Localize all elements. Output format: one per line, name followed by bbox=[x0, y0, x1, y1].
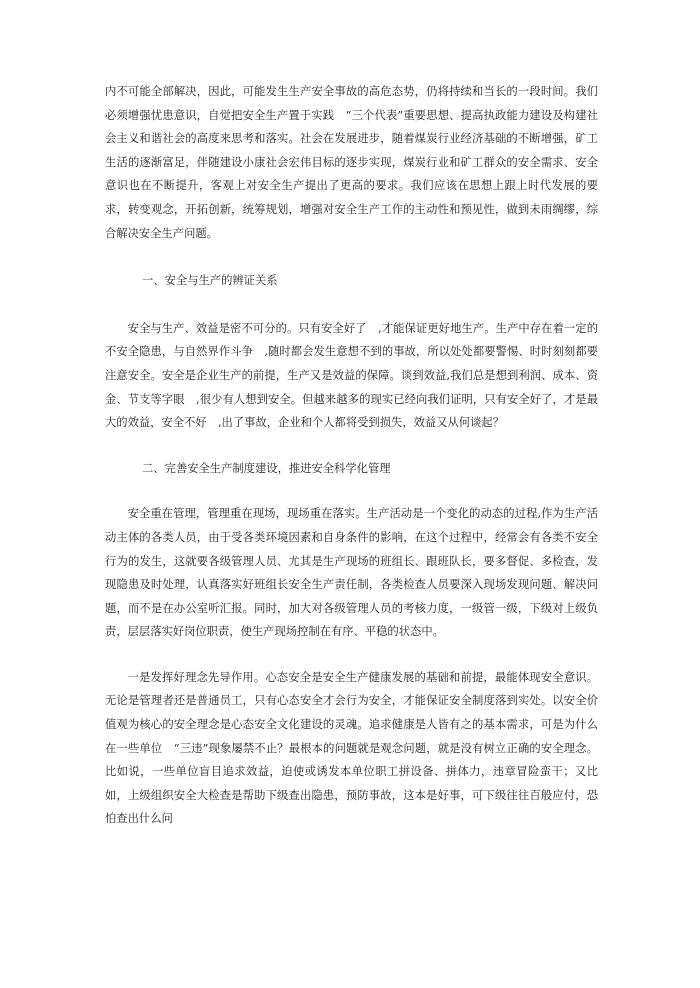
spacer bbox=[105, 293, 598, 317]
spacer bbox=[105, 644, 598, 666]
paragraph-safety-production: 安全与生产、效益是密不可分的。只有安全好了 ,才能保证更好地生产。生产中存在着一定的不安全隐患，与自然界作斗争 ,随时都会发生意想不到的事故，所以处处都要警惕、时时刻刻都要注意安全。安全是企业生产的前提，生产又是效益的保障。谈到效益,我们总是想到利润、成本、资金、节支等字眼 ,很少有人想到安全。但越来越多的现实已经向我们证明，只有安全好了，才是最大的效益，安全不好 ,出了事故，企业和个人都将受到损失，效益又从何谈起？ bbox=[105, 321, 598, 430]
document-page bbox=[105, 80, 598, 831]
paragraph-intro: 内不可能全部解决，因此，可能发生生产安全事故的高危态势，仍将持续和当长的一段时间。我们必须增强忧患意识，自觉把安全生产置于实践 “三个代表”重要思想、提高执政能力建设及构建社会主义和谐社会的高度来思考和落实。社会在发展进步，随着煤炭行业经济基础的不断增强，矿工生活的逐渐富足，伴随建设小康社会宏伟目标的逐步实现，煤炭行业和矿工群众的安全需求、安全意识也在不断提升，客观上对安全生产提出了更高的要求。我们应该在思想上跟上时代发展的要求，转变观念，开拓创新，统筹规划，增强对安全生产工作的主动性和预见性，做到未雨绸缪，综合解决安全生产问题。 bbox=[105, 85, 598, 240]
paragraph-management: 安全重在管理，管理重在现场，现场重在落实。生产活动是一个变化的动态的过程,作为生产活动主体的各类人员，由于受各类环境因素和自身条件的影响，在这个过程中，经常会有各类不安全行为的发生，这就要各级管理人员、尤其是生产现场的班组长、跟班队长，要多督促、多检查，发现隐患及时处理，认真落实好班组长安全生产责任制，各类检查人员要深入现场发现问题、解决问题，而不是在办公室听汇报。同时，加大对各级管理人员的考核力度，一级管一级，下级对上级负责，层层落实好岗位职责，使生产现场控制在有序、平稳的状态中。 bbox=[105, 507, 598, 639]
spacer bbox=[105, 245, 598, 269]
paragraph-concept: 一是发挥好理念先导作用。心态安全是安全生产健康发展的基础和前提，最能体现安全意识。无论是管理者还是普通员工，只有心态安全才会行为安全，才能保证安全制度落到实处。以安全价值观为核心的安全理念是心态安全文化建设的灵魂。追求健康是人皆有之的基本需求，可是为什么在一些单位 “三违”现象屡禁不止？最根本的问题就是观念问题，就是没有树立正确的安全理念。比如说，一些单位盲目追求效益，迫使或诱发本单位职工拼设备、拼体力，违章冒险蛮干；又比如，上级组织安全大检查是帮助下级查出隐患，预防事故，这本是好事，可下级往往百般应付，恐怕查出什么问 bbox=[105, 670, 598, 826]
spacer bbox=[105, 480, 598, 502]
section-heading-2: 二、完善安全生产制度建设，推进安全科学化管理 bbox=[142, 461, 391, 475]
section-heading-1: 一、安全与生产的辨证关系 bbox=[142, 274, 278, 288]
spacer bbox=[105, 435, 598, 457]
